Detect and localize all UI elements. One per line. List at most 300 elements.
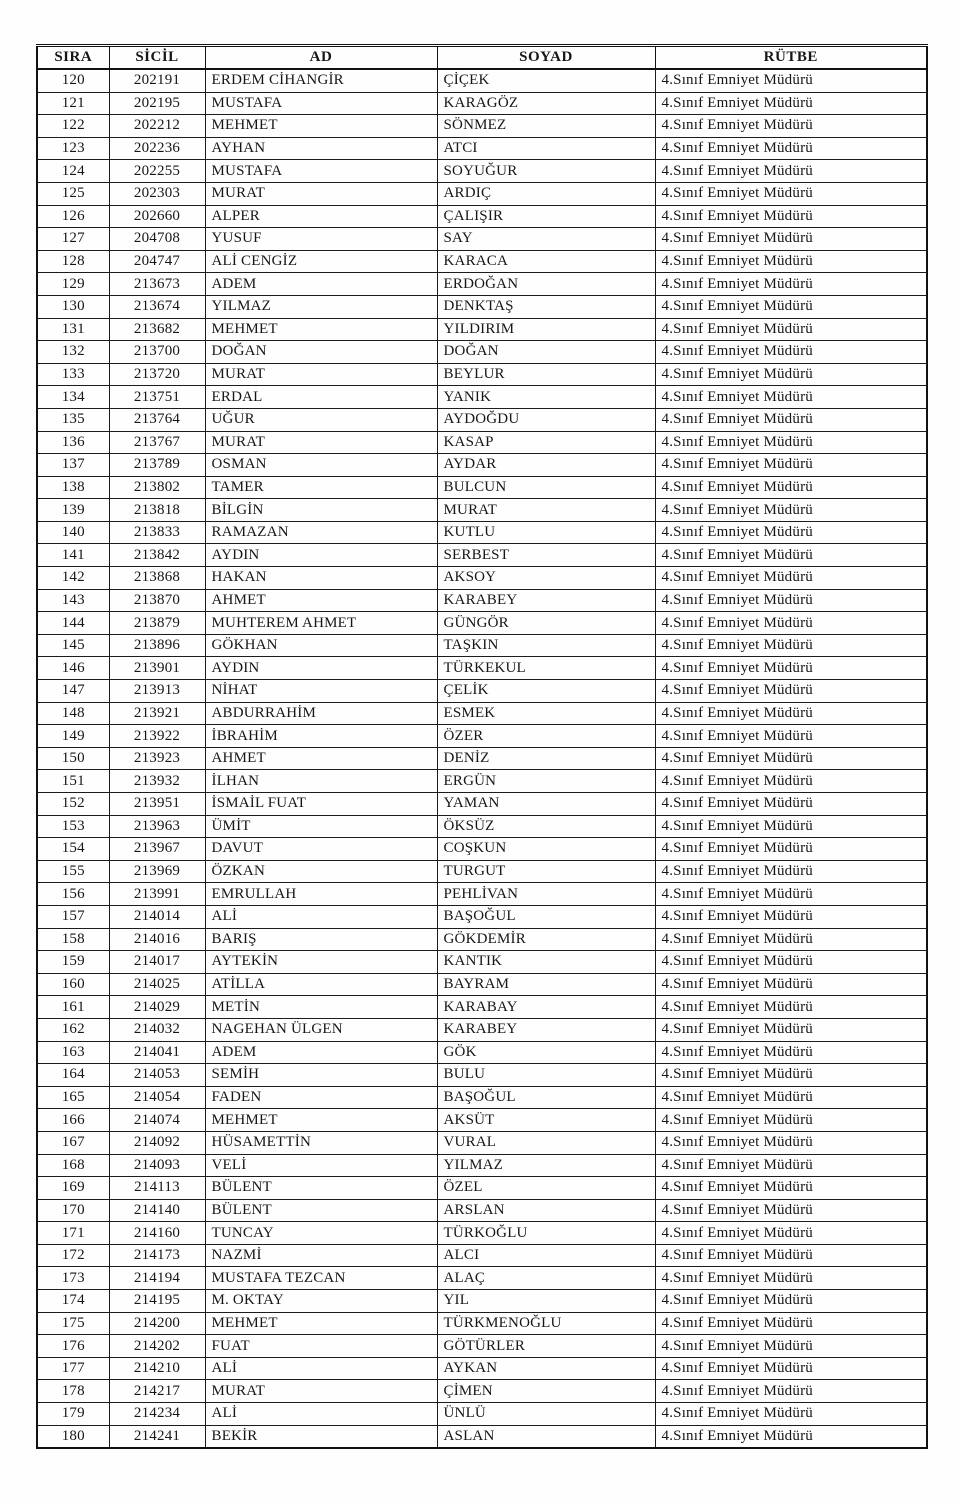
cell-sicil: 213879 xyxy=(109,612,205,635)
cell-rutbe: 4.Sınıf Emniyet Müdürü xyxy=(655,544,927,567)
cell-sicil: 213951 xyxy=(109,793,205,816)
cell-rutbe: 4.Sınıf Emniyet Müdürü xyxy=(655,770,927,793)
cell-soyad: DOĞAN xyxy=(437,341,655,364)
table-row xyxy=(37,1312,927,1335)
cell-sira: 123 xyxy=(37,137,109,160)
cell-sicil: 213932 xyxy=(109,770,205,793)
table-row xyxy=(37,318,927,341)
cell-soyad: ÜNLÜ xyxy=(437,1403,655,1426)
cell-ad: NAGEHAN ÜLGEN xyxy=(205,1018,437,1041)
cell-soyad: GÖK xyxy=(437,1041,655,1064)
cell-sicil: 213969 xyxy=(109,860,205,883)
cell-soyad: TAŞKIN xyxy=(437,634,655,657)
cell-sira: 143 xyxy=(37,589,109,612)
cell-sira: 146 xyxy=(37,657,109,680)
table-row xyxy=(37,634,927,657)
cell-soyad: YANIK xyxy=(437,386,655,409)
table-row xyxy=(37,905,927,928)
cell-rutbe: 4.Sınıf Emniyet Müdürü xyxy=(655,1086,927,1109)
cell-sicil: 202255 xyxy=(109,160,205,183)
table-row xyxy=(37,1335,927,1358)
cell-sira: 133 xyxy=(37,363,109,386)
cell-sicil: 214016 xyxy=(109,928,205,951)
cell-soyad: KARAGÖZ xyxy=(437,92,655,115)
cell-rutbe: 4.Sınıf Emniyet Müdürü xyxy=(655,1357,927,1380)
cell-ad: BEKİR xyxy=(205,1425,437,1448)
cell-ad: NAZMİ xyxy=(205,1244,437,1267)
table-row xyxy=(37,1177,927,1200)
cell-rutbe: 4.Sınıf Emniyet Müdürü xyxy=(655,612,927,635)
cell-ad: FUAT xyxy=(205,1335,437,1358)
table-row xyxy=(37,838,927,861)
cell-soyad: YILMAZ xyxy=(437,1154,655,1177)
cell-ad: ABDURRAHİM xyxy=(205,702,437,725)
table-row xyxy=(37,69,927,92)
cell-soyad: ÇİMEN xyxy=(437,1380,655,1403)
cell-sira: 135 xyxy=(37,408,109,431)
cell-rutbe: 4.Sınıf Emniyet Müdürü xyxy=(655,228,927,251)
table-row xyxy=(37,205,927,228)
cell-rutbe: 4.Sınıf Emniyet Müdürü xyxy=(655,1244,927,1267)
cell-ad: ALİ CENGİZ xyxy=(205,250,437,273)
cell-sira: 126 xyxy=(37,205,109,228)
cell-sicil: 202236 xyxy=(109,137,205,160)
cell-ad: MUSTAFA xyxy=(205,160,437,183)
cell-rutbe: 4.Sınıf Emniyet Müdürü xyxy=(655,928,927,951)
cell-sira: 122 xyxy=(37,115,109,138)
cell-rutbe: 4.Sınıf Emniyet Müdürü xyxy=(655,996,927,1019)
cell-soyad: SERBEST xyxy=(437,544,655,567)
cell-sicil: 214017 xyxy=(109,951,205,974)
table-body xyxy=(37,69,927,1448)
cell-rutbe: 4.Sınıf Emniyet Müdürü xyxy=(655,92,927,115)
cell-sicil: 214029 xyxy=(109,996,205,1019)
cell-soyad: ASLAN xyxy=(437,1425,655,1448)
cell-sira: 153 xyxy=(37,815,109,838)
cell-soyad: ATCI xyxy=(437,137,655,160)
cell-ad: YUSUF xyxy=(205,228,437,251)
table-row xyxy=(37,815,927,838)
cell-soyad: KARABEY xyxy=(437,589,655,612)
cell-rutbe: 4.Sınıf Emniyet Müdürü xyxy=(655,1335,927,1358)
cell-sicil: 213896 xyxy=(109,634,205,657)
cell-sicil: 214200 xyxy=(109,1312,205,1335)
cell-sicil: 202303 xyxy=(109,182,205,205)
cell-sicil: 213868 xyxy=(109,567,205,590)
cell-soyad: BAYRAM xyxy=(437,973,655,996)
table-row xyxy=(37,521,927,544)
cell-sira: 150 xyxy=(37,747,109,770)
cell-sicil: 202212 xyxy=(109,115,205,138)
cell-soyad: GÖTÜRLER xyxy=(437,1335,655,1358)
cell-rutbe: 4.Sınıf Emniyet Müdürü xyxy=(655,431,927,454)
cell-ad: ERDEM CİHANGİR xyxy=(205,69,437,92)
cell-ad: BÜLENT xyxy=(205,1177,437,1200)
cell-rutbe: 4.Sınıf Emniyet Müdürü xyxy=(655,318,927,341)
table-row xyxy=(37,1403,927,1426)
cell-soyad: KANTIK xyxy=(437,951,655,974)
cell-sicil: 213833 xyxy=(109,521,205,544)
table-row xyxy=(37,115,927,138)
cell-ad: İLHAN xyxy=(205,770,437,793)
cell-soyad: SÖNMEZ xyxy=(437,115,655,138)
cell-soyad: KUTLU xyxy=(437,521,655,544)
cell-soyad: ERGÜN xyxy=(437,770,655,793)
cell-sira: 155 xyxy=(37,860,109,883)
cell-sicil: 214217 xyxy=(109,1380,205,1403)
cell-sira: 178 xyxy=(37,1380,109,1403)
cell-ad: TAMER xyxy=(205,476,437,499)
cell-sicil: 213963 xyxy=(109,815,205,838)
cell-rutbe: 4.Sınıf Emniyet Müdürü xyxy=(655,205,927,228)
cell-sira: 138 xyxy=(37,476,109,499)
cell-rutbe: 4.Sınıf Emniyet Müdürü xyxy=(655,905,927,928)
cell-rutbe: 4.Sınıf Emniyet Müdürü xyxy=(655,883,927,906)
table-row xyxy=(37,1290,927,1313)
cell-sicil: 213870 xyxy=(109,589,205,612)
table-row xyxy=(37,1199,927,1222)
cell-ad: ADEM xyxy=(205,1041,437,1064)
cell-ad: ÖZKAN xyxy=(205,860,437,883)
cell-ad: OSMAN xyxy=(205,454,437,477)
cell-sicil: 213682 xyxy=(109,318,205,341)
personnel-roster-table xyxy=(36,44,928,1449)
cell-soyad: COŞKUN xyxy=(437,838,655,861)
cell-ad: MURAT xyxy=(205,182,437,205)
cell-soyad: YILDIRIM xyxy=(437,318,655,341)
cell-ad: AHMET xyxy=(205,747,437,770)
cell-sira: 180 xyxy=(37,1425,109,1448)
cell-sira: 157 xyxy=(37,905,109,928)
cell-rutbe: 4.Sınıf Emniyet Müdürü xyxy=(655,386,927,409)
cell-sira: 173 xyxy=(37,1267,109,1290)
cell-sicil: 213673 xyxy=(109,273,205,296)
table-row xyxy=(37,657,927,680)
cell-sicil: 204747 xyxy=(109,250,205,273)
cell-rutbe: 4.Sınıf Emniyet Müdürü xyxy=(655,725,927,748)
table-row xyxy=(37,996,927,1019)
cell-sira: 165 xyxy=(37,1086,109,1109)
cell-sira: 176 xyxy=(37,1335,109,1358)
cell-ad: UĞUR xyxy=(205,408,437,431)
table-row xyxy=(37,1154,927,1177)
cell-sicil: 213751 xyxy=(109,386,205,409)
cell-sira: 160 xyxy=(37,973,109,996)
cell-rutbe: 4.Sınıf Emniyet Müdürü xyxy=(655,1403,927,1426)
table-row xyxy=(37,1267,927,1290)
cell-soyad: ÖZEL xyxy=(437,1177,655,1200)
cell-sira: 136 xyxy=(37,431,109,454)
cell-sicil: 213901 xyxy=(109,657,205,680)
cell-soyad: ÇELİK xyxy=(437,680,655,703)
cell-sicil: 214025 xyxy=(109,973,205,996)
cell-sira: 130 xyxy=(37,295,109,318)
cell-sira: 137 xyxy=(37,454,109,477)
cell-ad: BÜLENT xyxy=(205,1199,437,1222)
cell-ad: İBRAHİM xyxy=(205,725,437,748)
cell-soyad: PEHLİVAN xyxy=(437,883,655,906)
cell-rutbe: 4.Sınıf Emniyet Müdürü xyxy=(655,250,927,273)
cell-ad: MEHMET xyxy=(205,1312,437,1335)
cell-sicil: 213700 xyxy=(109,341,205,364)
cell-sicil: 214160 xyxy=(109,1222,205,1245)
cell-ad: AHMET xyxy=(205,589,437,612)
table-row xyxy=(37,408,927,431)
cell-ad: VELİ xyxy=(205,1154,437,1177)
cell-sira: 149 xyxy=(37,725,109,748)
cell-sira: 145 xyxy=(37,634,109,657)
cell-sicil: 214014 xyxy=(109,905,205,928)
cell-rutbe: 4.Sınıf Emniyet Müdürü xyxy=(655,69,927,92)
cell-ad: METİN xyxy=(205,996,437,1019)
cell-ad: AYHAN xyxy=(205,137,437,160)
cell-soyad: KASAP xyxy=(437,431,655,454)
table-row xyxy=(37,250,927,273)
cell-sicil: 214194 xyxy=(109,1267,205,1290)
table-row xyxy=(37,295,927,318)
cell-rutbe: 4.Sınıf Emniyet Müdürü xyxy=(655,1312,927,1335)
table-row xyxy=(37,160,927,183)
cell-rutbe: 4.Sınıf Emniyet Müdürü xyxy=(655,634,927,657)
cell-sira: 175 xyxy=(37,1312,109,1335)
table-row xyxy=(37,363,927,386)
cell-soyad: TÜRKOĞLU xyxy=(437,1222,655,1245)
cell-soyad: GÜNGÖR xyxy=(437,612,655,635)
cell-soyad: BULU xyxy=(437,1064,655,1087)
cell-soyad: ERDOĞAN xyxy=(437,273,655,296)
cell-soyad: ALCI xyxy=(437,1244,655,1267)
cell-sicil: 213923 xyxy=(109,747,205,770)
table-row xyxy=(37,702,927,725)
cell-ad: BARIŞ xyxy=(205,928,437,951)
cell-sicil: 214234 xyxy=(109,1403,205,1426)
cell-ad: DOĞAN xyxy=(205,341,437,364)
cell-rutbe: 4.Sınıf Emniyet Müdürü xyxy=(655,1222,927,1245)
cell-ad: EMRULLAH xyxy=(205,883,437,906)
table-row xyxy=(37,273,927,296)
cell-sicil: 202195 xyxy=(109,92,205,115)
cell-sicil: 202660 xyxy=(109,205,205,228)
cell-soyad: DENKTAŞ xyxy=(437,295,655,318)
header-sicil: SİCİL xyxy=(109,46,205,70)
cell-sicil: 202191 xyxy=(109,69,205,92)
cell-ad: ALPER xyxy=(205,205,437,228)
cell-ad: MUSTAFA xyxy=(205,92,437,115)
cell-soyad: TURGUT xyxy=(437,860,655,883)
cell-soyad: DENİZ xyxy=(437,747,655,770)
cell-ad: BİLGİN xyxy=(205,499,437,522)
cell-sira: 162 xyxy=(37,1018,109,1041)
cell-sira: 131 xyxy=(37,318,109,341)
table-row xyxy=(37,1380,927,1403)
cell-soyad: ESMEK xyxy=(437,702,655,725)
cell-soyad: YAMAN xyxy=(437,793,655,816)
cell-sira: 174 xyxy=(37,1290,109,1313)
cell-soyad: TÜRKEKUL xyxy=(437,657,655,680)
table-row xyxy=(37,92,927,115)
cell-soyad: ARDIÇ xyxy=(437,182,655,205)
table-row xyxy=(37,476,927,499)
table-header xyxy=(37,46,927,70)
cell-sira: 134 xyxy=(37,386,109,409)
cell-soyad: BAŞOĞUL xyxy=(437,1086,655,1109)
cell-rutbe: 4.Sınıf Emniyet Müdürü xyxy=(655,747,927,770)
table-row xyxy=(37,589,927,612)
table-row xyxy=(37,341,927,364)
table-row xyxy=(37,680,927,703)
cell-rutbe: 4.Sınıf Emniyet Müdürü xyxy=(655,567,927,590)
cell-sicil: 214241 xyxy=(109,1425,205,1448)
cell-soyad: SAY xyxy=(437,228,655,251)
cell-sira: 127 xyxy=(37,228,109,251)
cell-sira: 167 xyxy=(37,1131,109,1154)
cell-ad: SEMİH xyxy=(205,1064,437,1087)
cell-rutbe: 4.Sınıf Emniyet Müdürü xyxy=(655,1267,927,1290)
table-row xyxy=(37,1064,927,1087)
cell-sicil: 214054 xyxy=(109,1086,205,1109)
table-row xyxy=(37,1131,927,1154)
cell-sicil: 214074 xyxy=(109,1109,205,1132)
cell-rutbe: 4.Sınıf Emniyet Müdürü xyxy=(655,680,927,703)
cell-sira: 163 xyxy=(37,1041,109,1064)
cell-ad: RAMAZAN xyxy=(205,521,437,544)
cell-ad: MUHTEREM AHMET xyxy=(205,612,437,635)
cell-rutbe: 4.Sınıf Emniyet Müdürü xyxy=(655,1064,927,1087)
cell-sira: 156 xyxy=(37,883,109,906)
table-row xyxy=(37,612,927,635)
cell-sicil: 213991 xyxy=(109,883,205,906)
cell-rutbe: 4.Sınıf Emniyet Müdürü xyxy=(655,815,927,838)
cell-soyad: AYDAR xyxy=(437,454,655,477)
table-row xyxy=(37,1222,927,1245)
cell-rutbe: 4.Sınıf Emniyet Müdürü xyxy=(655,1380,927,1403)
cell-sira: 129 xyxy=(37,273,109,296)
table-row xyxy=(37,137,927,160)
cell-rutbe: 4.Sınıf Emniyet Müdürü xyxy=(655,1109,927,1132)
cell-rutbe: 4.Sınıf Emniyet Müdürü xyxy=(655,1177,927,1200)
cell-ad: ADEM xyxy=(205,273,437,296)
cell-sicil: 214202 xyxy=(109,1335,205,1358)
cell-sira: 148 xyxy=(37,702,109,725)
cell-soyad: MURAT xyxy=(437,499,655,522)
cell-sicil: 214093 xyxy=(109,1154,205,1177)
cell-sira: 125 xyxy=(37,182,109,205)
cell-soyad: BEYLUR xyxy=(437,363,655,386)
cell-soyad: ALAÇ xyxy=(437,1267,655,1290)
cell-soyad: YIL xyxy=(437,1290,655,1313)
cell-rutbe: 4.Sınıf Emniyet Müdürü xyxy=(655,1199,927,1222)
cell-ad: FADEN xyxy=(205,1086,437,1109)
cell-sicil: 213767 xyxy=(109,431,205,454)
table-row xyxy=(37,725,927,748)
cell-sira: 159 xyxy=(37,951,109,974)
cell-rutbe: 4.Sınıf Emniyet Müdürü xyxy=(655,521,927,544)
table-row xyxy=(37,747,927,770)
cell-ad: M. OKTAY xyxy=(205,1290,437,1313)
cell-sicil: 214041 xyxy=(109,1041,205,1064)
cell-ad: MEHMET xyxy=(205,1109,437,1132)
cell-sicil: 213674 xyxy=(109,295,205,318)
cell-sicil: 213720 xyxy=(109,363,205,386)
cell-soyad: KARABEY xyxy=(437,1018,655,1041)
cell-sira: 124 xyxy=(37,160,109,183)
cell-sicil: 214210 xyxy=(109,1357,205,1380)
cell-sira: 164 xyxy=(37,1064,109,1087)
cell-soyad: KARACA xyxy=(437,250,655,273)
cell-sicil: 214195 xyxy=(109,1290,205,1313)
cell-ad: ALİ xyxy=(205,1403,437,1426)
cell-ad: ALİ xyxy=(205,905,437,928)
cell-sira: 144 xyxy=(37,612,109,635)
cell-ad: AYDIN xyxy=(205,544,437,567)
cell-sira: 171 xyxy=(37,1222,109,1245)
table-row xyxy=(37,454,927,477)
table-row xyxy=(37,386,927,409)
cell-ad: HAKAN xyxy=(205,567,437,590)
cell-ad: HÜSAMETTİN xyxy=(205,1131,437,1154)
cell-rutbe: 4.Sınıf Emniyet Müdürü xyxy=(655,137,927,160)
cell-ad: ATİLLA xyxy=(205,973,437,996)
cell-soyad: KARABAY xyxy=(437,996,655,1019)
cell-sira: 120 xyxy=(37,69,109,92)
cell-sira: 147 xyxy=(37,680,109,703)
cell-ad: DAVUT xyxy=(205,838,437,861)
cell-rutbe: 4.Sınıf Emniyet Müdürü xyxy=(655,476,927,499)
table-row xyxy=(37,770,927,793)
cell-rutbe: 4.Sınıf Emniyet Müdürü xyxy=(655,793,927,816)
cell-soyad: TÜRKMENOĞLU xyxy=(437,1312,655,1335)
table-row xyxy=(37,883,927,906)
cell-sicil: 213789 xyxy=(109,454,205,477)
cell-sicil: 213764 xyxy=(109,408,205,431)
cell-sira: 142 xyxy=(37,567,109,590)
cell-sira: 152 xyxy=(37,793,109,816)
cell-rutbe: 4.Sınıf Emniyet Müdürü xyxy=(655,1041,927,1064)
cell-soyad: ÇİÇEK xyxy=(437,69,655,92)
cell-ad: MUSTAFA TEZCAN xyxy=(205,1267,437,1290)
cell-ad: AYDIN xyxy=(205,657,437,680)
cell-soyad: GÖKDEMİR xyxy=(437,928,655,951)
cell-sicil: 213818 xyxy=(109,499,205,522)
cell-sicil: 214113 xyxy=(109,1177,205,1200)
cell-sicil: 213913 xyxy=(109,680,205,703)
cell-soyad: AKSOY xyxy=(437,567,655,590)
cell-sira: 169 xyxy=(37,1177,109,1200)
table-row xyxy=(37,1086,927,1109)
cell-rutbe: 4.Sınıf Emniyet Müdürü xyxy=(655,454,927,477)
cell-ad: GÖKHAN xyxy=(205,634,437,657)
cell-sicil: 213922 xyxy=(109,725,205,748)
cell-sicil: 214053 xyxy=(109,1064,205,1087)
cell-rutbe: 4.Sınıf Emniyet Müdürü xyxy=(655,499,927,522)
cell-sicil: 213921 xyxy=(109,702,205,725)
cell-sira: 177 xyxy=(37,1357,109,1380)
table-row xyxy=(37,928,927,951)
table-row xyxy=(37,544,927,567)
cell-rutbe: 4.Sınıf Emniyet Müdürü xyxy=(655,160,927,183)
cell-sicil: 214140 xyxy=(109,1199,205,1222)
table-row xyxy=(37,860,927,883)
cell-ad: YILMAZ xyxy=(205,295,437,318)
cell-ad: MEHMET xyxy=(205,115,437,138)
cell-sicil: 213842 xyxy=(109,544,205,567)
cell-rutbe: 4.Sınıf Emniyet Müdürü xyxy=(655,1018,927,1041)
cell-sira: 179 xyxy=(37,1403,109,1426)
cell-sicil: 204708 xyxy=(109,228,205,251)
cell-rutbe: 4.Sınıf Emniyet Müdürü xyxy=(655,115,927,138)
cell-sira: 170 xyxy=(37,1199,109,1222)
cell-soyad: BULCUN xyxy=(437,476,655,499)
